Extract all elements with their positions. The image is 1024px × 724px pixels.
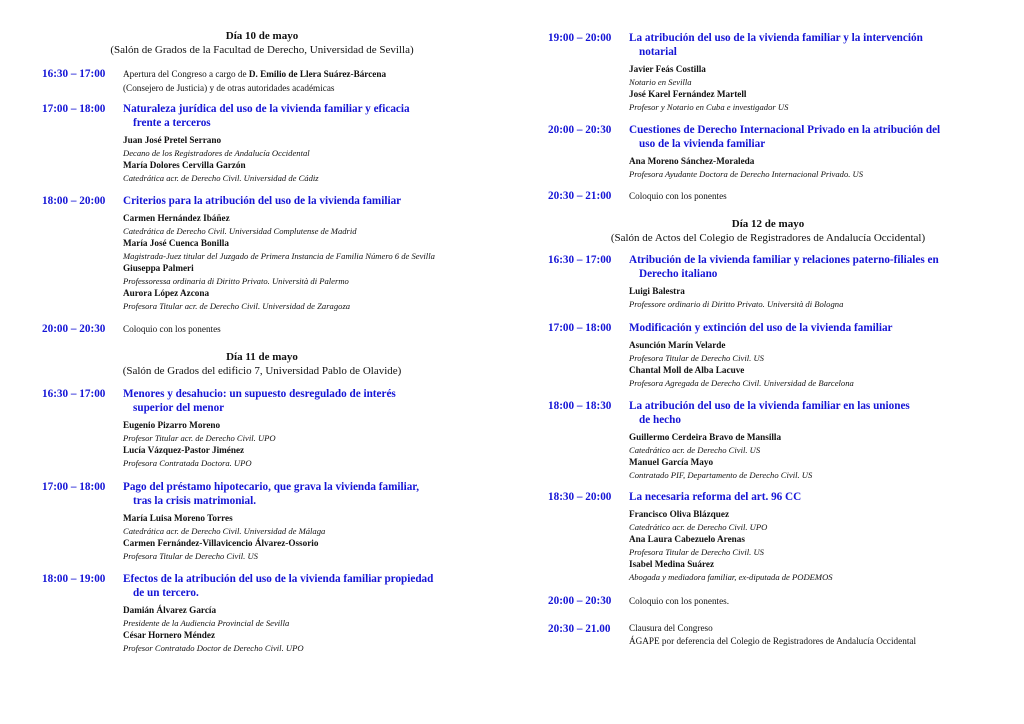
session-title: Criterios para la atribución del uso de la vivienda familiar — [123, 195, 402, 207]
speaker-name: Damián Álvarez García — [123, 605, 217, 615]
session-text: Coloquio con los ponentes. — [629, 596, 730, 606]
session-time: 16:30 – 17:00 — [42, 68, 106, 80]
session-menores — [42, 387, 482, 469]
session-clausura — [548, 622, 988, 648]
speaker-role: Catedrático acr. de Derecho Civil. US — [629, 444, 761, 455]
speaker-list — [629, 155, 993, 180]
speaker-role: Contratado PIF, Departamento de Derecho Civil. US — [629, 469, 813, 480]
speaker-list — [123, 134, 482, 184]
session-text-cont: ÁGAPE por deferencia del Colegio de Registradores de Andalucía Occidental — [629, 636, 917, 646]
session-coloquio — [42, 322, 482, 336]
session-time: 16:30 – 17:00 — [548, 254, 612, 266]
speaker-name: Chantal Moll de Alba Lacuve — [629, 365, 745, 375]
speaker-name: Manuel García Mayo — [629, 457, 714, 467]
session-opening — [42, 67, 482, 95]
speaker-name: Carmen Fernández-Villavicencio Álvarez-Ossorio — [123, 538, 319, 548]
session-criterios — [42, 194, 482, 312]
speaker-role: Profesora Agregada de Derecho Civil. Universidad de Barcelona — [629, 377, 854, 388]
speaker-list — [629, 431, 988, 481]
session-time: 20:00 – 20:30 — [42, 323, 106, 335]
day-title: Día 12 de mayo — [731, 218, 805, 230]
session-text-cont: (Consejero de Justicia) y de otras autoridades académicas — [123, 83, 335, 93]
session-title: Menores y desahucio: un supuesto desregulado de interés superior del menor — [123, 388, 396, 414]
speaker-role: Profesora Titular acr. de Derecho Civil. Universidad de Zaragoza — [123, 300, 351, 311]
session-italiano — [548, 253, 993, 310]
session-time: 20:30 – 21.00 — [548, 623, 611, 635]
day-title: Día 10 de mayo — [225, 30, 299, 42]
speaker-role: Magistrada-Juez titular del Juzgado de Primera Instancia de Familia Número 6 de Sevilla — [123, 250, 435, 261]
speaker-list — [123, 604, 492, 654]
speaker-name: Javier Feás Costilla — [629, 64, 706, 74]
speaker-name: Ana Laura Cabezuelo Arenas — [629, 534, 745, 544]
day-venue: (Salón de Grados del edificio 7, Universidad Pablo de Olavide) — [122, 365, 402, 377]
speaker-name: Lucía Vázquez-Pastor Jiménez — [123, 445, 245, 455]
session-reforma — [548, 490, 988, 583]
session-naturaleza — [42, 102, 482, 184]
speaker-name: Francisco Oliva Blázquez — [629, 509, 730, 519]
speaker-list — [123, 212, 482, 312]
session-text-bold: D. Emilio de Llera Suárez-Bárcena — [248, 69, 387, 79]
day-10-header — [42, 29, 482, 63]
session-time: 18:30 – 20:00 — [548, 491, 612, 503]
speaker-list — [629, 508, 988, 583]
session-text: Apertura del Congreso a cargo de — [123, 69, 247, 79]
speaker-list — [123, 419, 482, 469]
speaker-role: Professore ordinario di Diritto Privato. Università di Bologna — [629, 298, 844, 309]
speaker-role: Notario en Sevilla — [629, 76, 692, 87]
speaker-name: Aurora López Azcona — [123, 288, 210, 298]
speaker-role: Profesora Titular de Derecho Civil. US — [629, 546, 764, 557]
session-time: 20:00 – 20:30 — [548, 124, 612, 136]
speaker-name: María Luisa Moreno Torres — [123, 513, 233, 523]
speaker-role: Profesora Ayudante Doctora de Derecho Internacional Privado. US — [629, 168, 864, 179]
speaker-role: Catedrática acr. de Derecho Civil. Universidad de Cádiz — [123, 172, 319, 183]
session-notarial — [548, 31, 988, 113]
session-title: Atribución de la vivienda familiar y relaciones paterno-filiales en Derecho italiano — [629, 254, 939, 280]
day-venue: (Salón de Grados de la Facultad de Derecho, Universidad de Sevilla) — [110, 44, 414, 56]
session-title: Modificación y extinción del uso de la vivienda familiar — [629, 322, 893, 334]
session-modificacion — [548, 321, 988, 389]
session-text: Clausura del Congreso — [629, 623, 713, 633]
session-time: 18:00 – 20:00 — [42, 195, 106, 207]
speaker-name: José Karel Fernández Martell — [629, 89, 747, 99]
speaker-role: Profesora Titular de Derecho Civil. US — [123, 550, 258, 561]
session-time: 20:30 – 21:00 — [548, 190, 612, 202]
session-time: 17:00 – 18:00 — [42, 481, 106, 493]
speaker-role: Profesor Contratado Doctor de Derecho Civil. UPO — [123, 642, 304, 653]
speaker-role: Presidente de la Audiencia Provincial de Sevilla — [123, 617, 290, 628]
session-uniones — [548, 399, 988, 481]
speaker-role: Catedrática acr. de Derecho Civil. Universidad de Málaga — [123, 525, 326, 536]
session-title: La necesaria reforma del art. 96 CC — [629, 491, 802, 503]
session-text: Coloquio con los ponentes — [629, 191, 727, 201]
session-dip — [548, 123, 993, 180]
speaker-name: Luigi Balestra — [629, 286, 685, 296]
session-title: La atribución del uso de la vivienda familiar y la intervención notarial — [629, 32, 923, 58]
session-prestamo — [42, 480, 482, 562]
speaker-role: Decano de los Registradores de Andalucía Occidental — [123, 147, 310, 158]
session-text: Coloquio con los ponentes — [123, 324, 221, 334]
session-time: 16:30 – 17:00 — [42, 388, 106, 400]
session-title: Pago del préstamo hipotecario, que grava la vivienda familiar, tras la crisis matrimonial. — [123, 481, 420, 507]
speaker-name: Isabel Medina Suárez — [629, 559, 715, 569]
speaker-name: Guillermo Cerdeira Bravo de Mansilla — [629, 432, 782, 442]
speaker-name: Giuseppa Palmeri — [123, 263, 194, 273]
speaker-list — [629, 285, 993, 310]
session-time: 17:00 – 18:00 — [548, 322, 612, 334]
day-venue: (Salón de Actos del Colegio de Registradores de Andalucía Occidental) — [610, 232, 926, 244]
session-title: Efectos de la atribución del uso de la vivienda familiar propiedad de un tercero. — [123, 573, 434, 599]
speaker-role: Profesor y Notario en Cuba e investigador US — [629, 101, 789, 112]
session-coloquio — [548, 189, 988, 203]
speaker-name: Asunción Marín Velarde — [629, 340, 726, 350]
speaker-name: César Hornero Méndez — [123, 630, 216, 640]
speaker-list — [123, 512, 482, 562]
session-time: 20:00 – 20:30 — [548, 595, 612, 607]
speaker-name: María Dolores Cervilla Garzón — [123, 160, 246, 170]
speaker-role: Profesor Titular acr. de Derecho Civil. UPO — [123, 432, 276, 443]
speaker-name: Carmen Hernández Ibáñez — [123, 213, 230, 223]
session-coloquio-final — [548, 594, 988, 608]
session-title: La atribución del uso de la vivienda familiar en las uniones de hecho — [629, 400, 910, 426]
session-tercero — [42, 572, 492, 654]
speaker-name: María José Cuenca Bonilla — [123, 238, 229, 248]
day-11-header — [42, 350, 482, 384]
speaker-name: Juan José Pretel Serrano — [123, 135, 222, 145]
session-title: Naturaleza jurídica del uso de la vivienda familiar y eficacia frente a terceros — [123, 103, 410, 129]
speaker-list — [629, 339, 988, 389]
speaker-role: Catedrática de Derecho Civil. Universidad Complutense de Madrid — [123, 225, 357, 236]
day-12-header — [548, 217, 988, 251]
speaker-role: Catedrático acr. de Derecho Civil. UPO — [629, 521, 768, 532]
speaker-name: Ana Moreno Sánchez-Moraleda — [629, 156, 755, 166]
speaker-role: Profesora Titular de Derecho Civil. US — [629, 352, 764, 363]
day-title: Día 11 de mayo — [226, 351, 298, 363]
speaker-list — [629, 63, 988, 113]
speaker-role: Profesora Contratada Doctora. UPO — [123, 457, 252, 468]
speaker-name: Eugenio Pizarro Moreno — [123, 420, 221, 430]
session-time: 17:00 – 18:00 — [42, 103, 106, 115]
session-title: Cuestiones de Derecho Internacional Privado en la atribución del uso de la vivienda familiar — [629, 124, 941, 150]
speaker-role: Abogada y mediadora familiar, ex-diputada de PODEMOS — [629, 571, 833, 582]
session-time: 18:00 – 19:00 — [42, 573, 106, 585]
session-time: 18:00 – 18:30 — [548, 400, 612, 412]
session-time: 19:00 – 20:00 — [548, 32, 612, 44]
speaker-role: Professoressa ordinaria di Diritto Privato. Università di Palermo — [123, 275, 349, 286]
